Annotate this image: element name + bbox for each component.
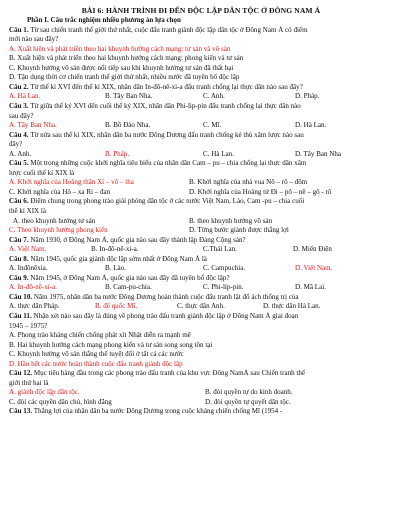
q5-option-b: B. Khởi nghĩa của nhà vua Nô – rô – đôm [189, 178, 308, 187]
q10-option-b: B. đế quốc Mĩ. [95, 302, 138, 311]
q6-option-d: D. Từng bước giành được thắng lợi [189, 226, 289, 235]
q5-options-cd [9, 188, 393, 198]
question-10: Câu 10. Năm 1975, nhân dân ba nước Đông Dương hoàn thành cuộc đấu tranh lật đổ ách thống trị của [9, 292, 299, 301]
q8-options [9, 264, 393, 274]
q4-options [9, 150, 393, 160]
q7-option-a: A. Việt Nam. [9, 245, 47, 254]
question-12: Câu 12. Mục tiêu hàng đầu trong các phong trào đấu tranh của khu vực Đông NamÁ sau Chiến tranh thế [9, 369, 306, 378]
q2-option-c: C. Anh. [203, 92, 225, 101]
q6-options-cd [9, 226, 393, 236]
part-heading: Phần I. Câu trắc nghiệm nhiều phương án lựa chọn [27, 16, 181, 24]
q11-option-b: B. Hai khuynh hướng cách mạng phong kiến và tư sản song song tồn tại [9, 340, 213, 349]
q12-option-d: D. đòi quyền tự quyết dân tộc. [205, 397, 291, 406]
q10-option-d: D. thực dân Hà Lan. [263, 302, 321, 311]
question-3-cont: sau đây? [9, 111, 34, 120]
q7-option-d: D. Miến Điện [293, 245, 332, 254]
q9-option-d: D. Mã Lai. [295, 283, 326, 292]
q7-options [9, 245, 393, 255]
question-8: Câu 8. Năm 1945, quốc gia giành độc lập sớm nhất ở Đông Nam Á là [9, 254, 207, 263]
question-11: Câu 11. Nhận xét nào sau đây là đúng về phong trào đấu tranh giành độc lập ở Đông Nam Á giai đoạn [9, 312, 299, 320]
q1-option-c: C. Khuynh hướng vô sản được nổi tiếp sau khi khuynh hướng tư sản đã thất bại [9, 63, 234, 72]
q5-option-a: A. Khởi nghĩa của Hoàng thân Xi – vô – tha [9, 178, 134, 187]
lesson-title: BÀI 6: HÀNH TRÌNH ĐI ĐẾN ĐỘC LẬP DÂN TỘC Ở ĐÔNG NAM Á [81, 6, 321, 15]
q1-option-d: D. Tận dụng thời cơ chiến tranh thế giới thứ nhất, nhiều nước đã tuyên bố độc lập [9, 73, 240, 82]
q12-option-b: B. đòi quyền tự do kinh doanh. [205, 388, 293, 397]
q9-option-c: C. Phi-líp-pin. [203, 283, 244, 292]
q8-option-a: A. Inđônêxia. [9, 264, 48, 273]
q6-option-b: B. theo khuynh hướng vô sản [189, 216, 273, 225]
q10-options [9, 302, 393, 312]
q3-option-d: D. Hà Lan. [295, 121, 327, 130]
q8-option-b: B. Lào. [105, 264, 126, 273]
q12-option-a: A. giành độc lập dân tộc. [9, 388, 80, 397]
question-1: Câu 1. Từ sau chiến tranh thế giới thứ nhất, cuộc đấu tranh giành độc lập dân tộc ở Đông Nam Á có điểm [9, 25, 308, 34]
q9-option-b: B. Cam-pu-chia. [105, 283, 152, 292]
q2-options [9, 92, 393, 102]
question-11-cont: 1945 – 1975? [9, 321, 48, 330]
q3-option-c: C. Mĩ. [203, 121, 222, 130]
question-5-cont: lược cuối thế kỉ XIX là [9, 168, 75, 177]
question-4: Câu 4. Từ nửa sau thế kỉ XIX, nhân dân ba nước Đông Dương đấu tranh chống kẻ thù xâm lược nào sau [9, 130, 304, 139]
q11-option-a: A. Phong trào kháng chiến chống phát xít Nhật diễn ra mạnh mẽ [9, 331, 191, 340]
question-2: Câu 2. Từ thế kỉ XVI đến thế kỉ XIX, nhân dân In-đô-nê-xi-a đấu tranh chống lại thực dân nào sau đây? [9, 82, 303, 91]
q6-options-ab [9, 217, 393, 227]
q7-option-b: B. In-đô-nê-xi-a. [91, 245, 139, 254]
q2-option-d: D. Pháp. [295, 92, 320, 101]
question-12-cont: giới thứ hai là [9, 378, 49, 387]
q12-options-ab [9, 388, 393, 398]
question-9: Câu 9. Năm 1945, ở Đông Nam Á, quốc gia nào sau đây đã tuyên bố độc lập? [9, 273, 230, 282]
q2-option-a: A. Hà Lan. [9, 92, 41, 101]
q9-options [9, 283, 393, 293]
question-7: Câu 7. Năm 1930, ở Đông Nam Á, quốc gia nào sau đây thành lập Đảng Cộng sản? [9, 235, 246, 244]
q6-option-c: C. Theo khuynh hướng phong kiến [9, 226, 108, 235]
q10-option-a: A. thực dân Pháp. [9, 302, 60, 311]
q11-option-d: D. Hầu hết các nước hoàn thành cuộc đấu tranh giành độc lập [9, 359, 183, 368]
question-6-cont: thế kỉ XIX là [9, 206, 46, 215]
q7-option-c: C.Thái Lan. [203, 245, 237, 254]
q6-option-a: A. theo khuynh hướng tư sản [13, 216, 96, 225]
q4-option-d: D. Tây Ban Nha [295, 149, 342, 158]
q3-option-a: A. Tây Ban Nha. [9, 121, 57, 130]
q10-option-c: C. thực dân Anh. [177, 302, 225, 311]
q4-option-a: A. Anh. [9, 149, 32, 158]
q3-option-b: B. Bồ Đào Nha. [105, 121, 151, 130]
q1-option-a: A. Xuất hiện và phát triển theo hai khuynh hướng cách mạng: tư sản và vô sản [9, 44, 231, 53]
q4-option-b: B. Pháp. [105, 149, 130, 158]
q3-options [9, 121, 393, 131]
q12-options-cd [9, 398, 393, 408]
question-3: Câu 3. Từ giữa thế kỷ XVI đến cuối thế kỷ XIX, nhân dân Phi-lip-pin đấu tranh chống lại thực dân nào [9, 101, 301, 110]
question-1-cont: mới nào sau đây? [9, 35, 59, 44]
q8-option-d: D. Việt Nam. [295, 264, 333, 273]
q4-option-c: C. Hà Lan. [203, 149, 234, 158]
question-5: Câu 5. Một trong những cuộc khởi nghĩa tiêu biểu của nhân dân Cam – pu – chia chống lại thực dân xâm [9, 159, 307, 168]
question-6: Câu 6. Điểm chung trong phong trào giải phóng dân tộc ở các nước Việt Nam, Lào, Cam -pu – chia cuối [9, 197, 305, 206]
q8-option-c: C. Campuchia. [203, 264, 246, 273]
q5-options-ab [9, 178, 393, 188]
q11-option-c: C. Khuynh hướng vô sản thắng thế tuyệt đối ở tất cả các nước [9, 350, 184, 359]
q1-option-b: B. Xuất hiện và phát triển theo hai khuynh hướng cách mạng: phong kiến và tư sản [9, 54, 244, 63]
q2-option-b: B. Tây Ban Nha. [105, 92, 153, 101]
question-4-cont: đây? [9, 140, 23, 149]
question-13: Câu 13. Thắng lợi của nhân dân ba nước Đông Dương trong cuộc kháng chiến chống Mĩ (1954 - [9, 407, 283, 416]
q9-option-a: A. In-đô-nê-xi-a. [9, 283, 57, 292]
q5-option-c: C. Khởi nghĩa của Hô – xa Ri – đan [9, 187, 111, 196]
q5-option-d: D. Khởi nghĩa của Hoàng tử Đi – pô – nê – gô - rô [189, 187, 332, 196]
q12-option-c: C. đòi các quyền dân chủ, bình đẳng [9, 397, 112, 406]
